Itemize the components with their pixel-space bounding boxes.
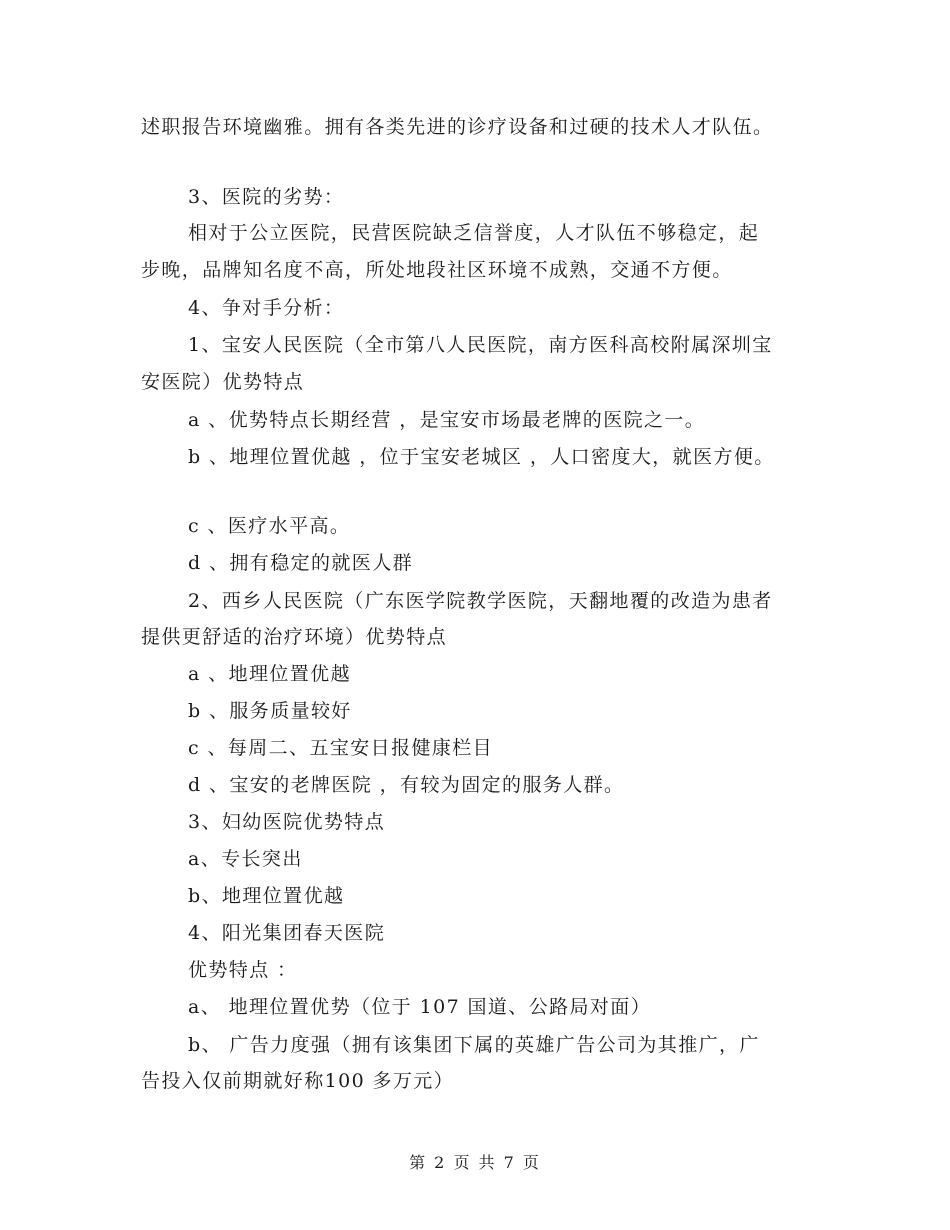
page-number-footer: 第 2 页 共 7 页 (409, 1153, 541, 1172)
text-line-4: 步晚，品牌知名度不高，所处地段社区环境不成熟，交通不方便。 (141, 259, 733, 281)
text-line-19: a、专长突出 (188, 848, 303, 870)
text-line-22: 优势特点 ： (188, 959, 298, 981)
text-line-11: d 、拥有稳定的就医人群 (188, 552, 414, 574)
text-line-18: 3、妇幼医院优势特点 (188, 811, 386, 833)
text-line-20: b、地理位置优越 (188, 885, 345, 907)
text-line-9: b 、地理位置优越 ，位于宝安老城区 ，人口密度大，就医方便。 (188, 446, 775, 468)
text-line-16: c 、每周二、五宝安日报健康栏目 (188, 737, 494, 759)
text-line-6: 1、宝安人民医院（全市第八人民医院，南方医科高校附属深圳宝 (188, 334, 773, 356)
text-line-24: b、 广告力度强（拥有该集团下属的英雄广告公司为其推广，广 (188, 1034, 760, 1056)
text-line-5: 4、争对手分析： (188, 297, 345, 319)
text-line-2: 3、医院的劣势： (188, 186, 345, 208)
text-line-8: a 、优势特点长期经营 ，是宝安市场最老牌的医院之一。 (188, 409, 706, 431)
text-line-10: c 、医疗水平高。 (188, 515, 351, 537)
text-line-21: 4、阳光集团春天医院 (188, 922, 386, 944)
text-line-12: 2、西乡人民医院（广东医学院教学医院，天翻地覆的改造为患者 (188, 590, 773, 612)
text-line-3: 相对于公立医院，民营医院缺乏信誉度，人才队伍不够稳定，起 (188, 222, 760, 244)
text-line-13: 提供更舒适的治疗环境）优势特点 (141, 626, 448, 648)
text-line-15: b 、服务质量较好 (188, 700, 352, 722)
text-line-23: a、 地理位置优势（位于 107 国道、公路局对面） (188, 996, 652, 1018)
text-line-17: d 、宝安的老牌医院 ，有较为固定的服务人群。 (188, 774, 625, 796)
text-line-7: 安医院）优势特点 (141, 371, 305, 393)
text-line-14: a 、地理位置优越 (188, 663, 351, 685)
text-line-1: 述职报告环境幽雅。拥有各类先进的诊疗设备和过硬的技术人才队伍。 (141, 116, 774, 138)
text-line-25: 告投入仅前期就好称100 多万元） (141, 1070, 455, 1092)
